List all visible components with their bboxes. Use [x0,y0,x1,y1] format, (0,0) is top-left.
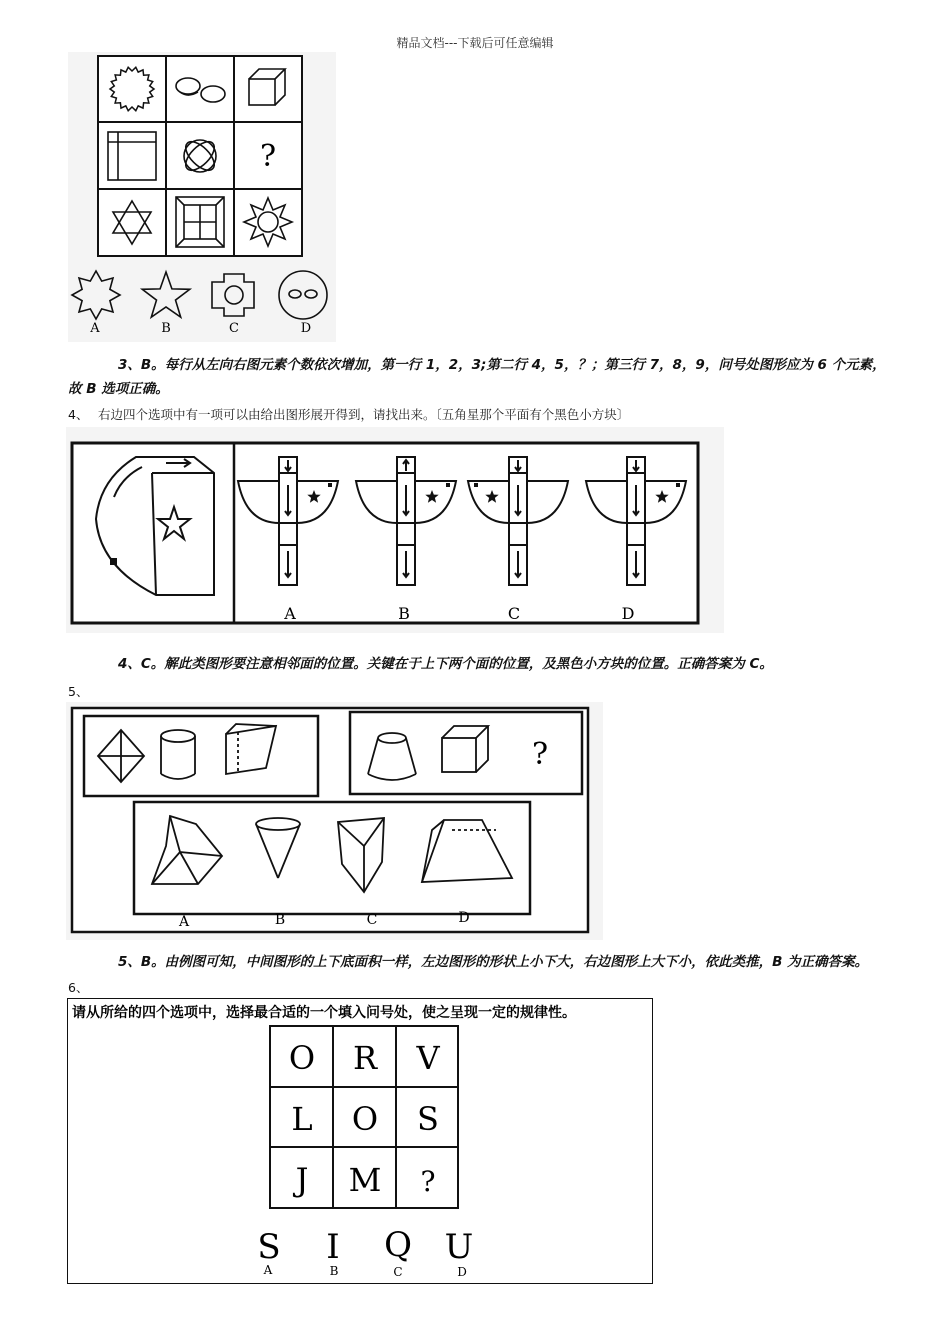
q6-option-a-letter: S [257,1227,281,1267]
q3-option-label-a: A [90,321,100,336]
q4-option-label-a: A [284,604,296,623]
q6-cell-r3c2: M [348,1161,382,1199]
q5-option-label-b: B [274,912,286,928]
q4-number: 4、 [68,407,89,422]
q6-cell-r2c3: S [417,1100,439,1138]
q6-figure [67,998,653,1284]
q6-cell-r3c3: ? [420,1165,436,1198]
q6-figure-svg [68,999,651,1282]
q5-figure-svg [66,702,603,940]
q4-option-label-b: B [398,604,410,623]
q5-option-label-c: C [366,912,378,928]
q3-explanation-line2: 故 B 选项正确。 [68,381,169,397]
page-header: 精品文档---下载后可任意编辑 [396,36,554,50]
q3-question-mark: ? [259,139,277,174]
option-d-two-eyes-icon [279,271,327,319]
q5-explanation: 5、B。由例图可知，中间图形的上下底面积一样，左边图形的形状上小下大，右边图形上大下小，依此类推，B 为正确答案。 [118,954,869,970]
q6-option-d-letter: U [444,1227,474,1267]
q6-option-c-letter: Q [384,1225,412,1265]
q5-number: 5、 [68,684,89,699]
q6-cell-r1c3: V [416,1039,440,1077]
option-a-octagram-icon [72,271,120,319]
q5-option-label-d: D [458,910,470,926]
q5-option-label-a: A [178,914,190,930]
q6-number: 6、 [68,980,89,995]
q6-option-b-letter: I [326,1227,340,1267]
q6-option-b-label: B [329,1264,339,1278]
q6-option-d-label: D [457,1265,467,1279]
q5-question-mark: ? [531,737,549,772]
q3-option-label-b: B [161,321,171,336]
option-b-pentagram-icon [142,272,190,317]
q6-cell-r2c1: L [291,1100,313,1138]
q4-option-label-d: D [621,604,635,623]
q5-figure [66,702,603,940]
q3-option-label-c: C [229,321,239,336]
q6-option-c-label: C [393,1265,403,1279]
q3-explanation-line1: 3、B。每行从左向右图元素个数依次增加，第一行 1，2，3;第二行 4，5，？；第三行 7，8，9，问号处图形应为 6 个元素， [118,357,886,373]
q4-figure [66,427,724,633]
q3-option-label-d: D [300,321,312,336]
q4-question-text: 右边四个选项中有一项可以由给出图形展开得到，请找出来。〔五角星那个平面有个黑色小方块〕 [98,407,630,422]
q4-option-label-c: C [507,604,521,623]
q6-cell-r3c1: J [295,1161,309,1199]
q6-option-a-label: A [263,1263,273,1277]
q6-cell-r1c2: R [352,1039,378,1077]
q3-figure-svg [68,52,336,342]
q4-figure-svg [66,427,724,633]
q4-explanation: 4、C。解此类图形要注意相邻面的位置。关键在于上下两个面的位置，及黑色小方块的位置。正确答案为 C。 [118,656,773,672]
q3-figure [68,52,336,342]
q6-instruction: 请从所给的四个选项中，选择最合适的一个填入问号处，使之呈现一定的规律性。 [72,1005,576,1021]
q6-cell-r1c1: O [288,1039,316,1077]
q6-cell-r2c2: O [351,1100,379,1138]
option-c-cross-circle-icon [212,274,254,316]
